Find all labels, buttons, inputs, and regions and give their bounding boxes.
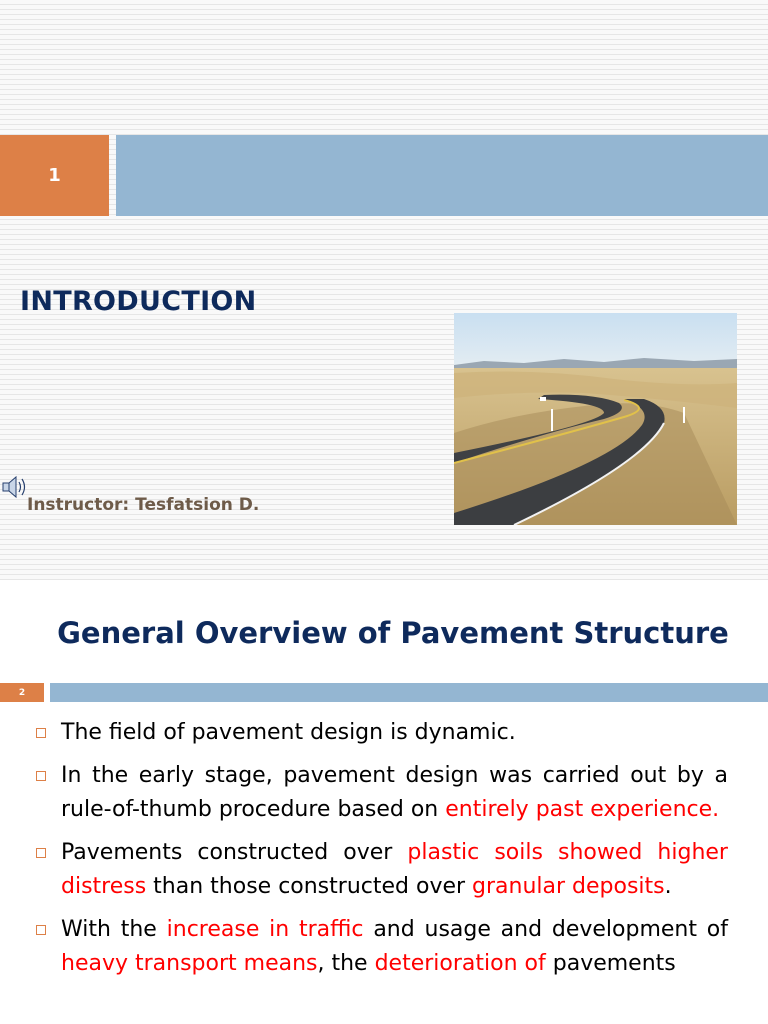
winding-road-photo — [454, 313, 737, 525]
slide-number-box — [0, 683, 44, 702]
bullet-item — [0, 759, 728, 827]
bullet-highlight: entirely past experience. — [445, 797, 720, 822]
slide-number: 2 — [18, 687, 26, 698]
bullet-text: and usage and development of — [363, 917, 728, 942]
bullet-square-icon — [36, 925, 46, 935]
bullet-highlight: granular deposits — [472, 874, 665, 899]
bullet-highlight: plastic soils showed higher distress — [61, 840, 728, 899]
slide-2 — [0, 580, 768, 1024]
slide-number: 1 — [48, 165, 61, 186]
bullet-text: Pavements constructed over — [61, 840, 408, 865]
bullet-highlight: deterioration of — [374, 951, 546, 976]
bullet-text: , the — [317, 951, 375, 976]
instructor-name: Instructor: Tesfatsion D. — [27, 495, 260, 515]
bullet-list — [0, 716, 768, 990]
slide-heading: General Overview of Pavement Structure — [57, 616, 729, 650]
title-bar — [116, 135, 768, 216]
speaker-icon[interactable] — [2, 474, 30, 500]
bullet-item — [0, 836, 728, 904]
slide-title: INTRODUCTION — [20, 286, 257, 317]
bullet-item — [0, 913, 728, 981]
bullet-highlight: heavy transport means — [61, 951, 318, 976]
bullet-highlight: increase in traffic — [166, 917, 364, 942]
bullet-text: . — [664, 874, 672, 899]
bullet-text: The field of pavement design is dynamic. — [61, 720, 516, 745]
bullet-text: With the — [61, 917, 167, 942]
title-bar — [50, 683, 768, 702]
bullet-square-icon — [36, 848, 46, 858]
bullet-square-icon — [36, 728, 46, 738]
bullet-text: pavements — [545, 951, 676, 976]
bullet-text: than those constructed over — [146, 874, 473, 899]
slide-number-box — [0, 135, 109, 216]
bullet-item — [0, 716, 728, 750]
bullet-text: In the early stage, pavement design was carried out by a rule-of-thumb procedure based on — [61, 763, 728, 822]
bullet-square-icon — [36, 771, 46, 781]
